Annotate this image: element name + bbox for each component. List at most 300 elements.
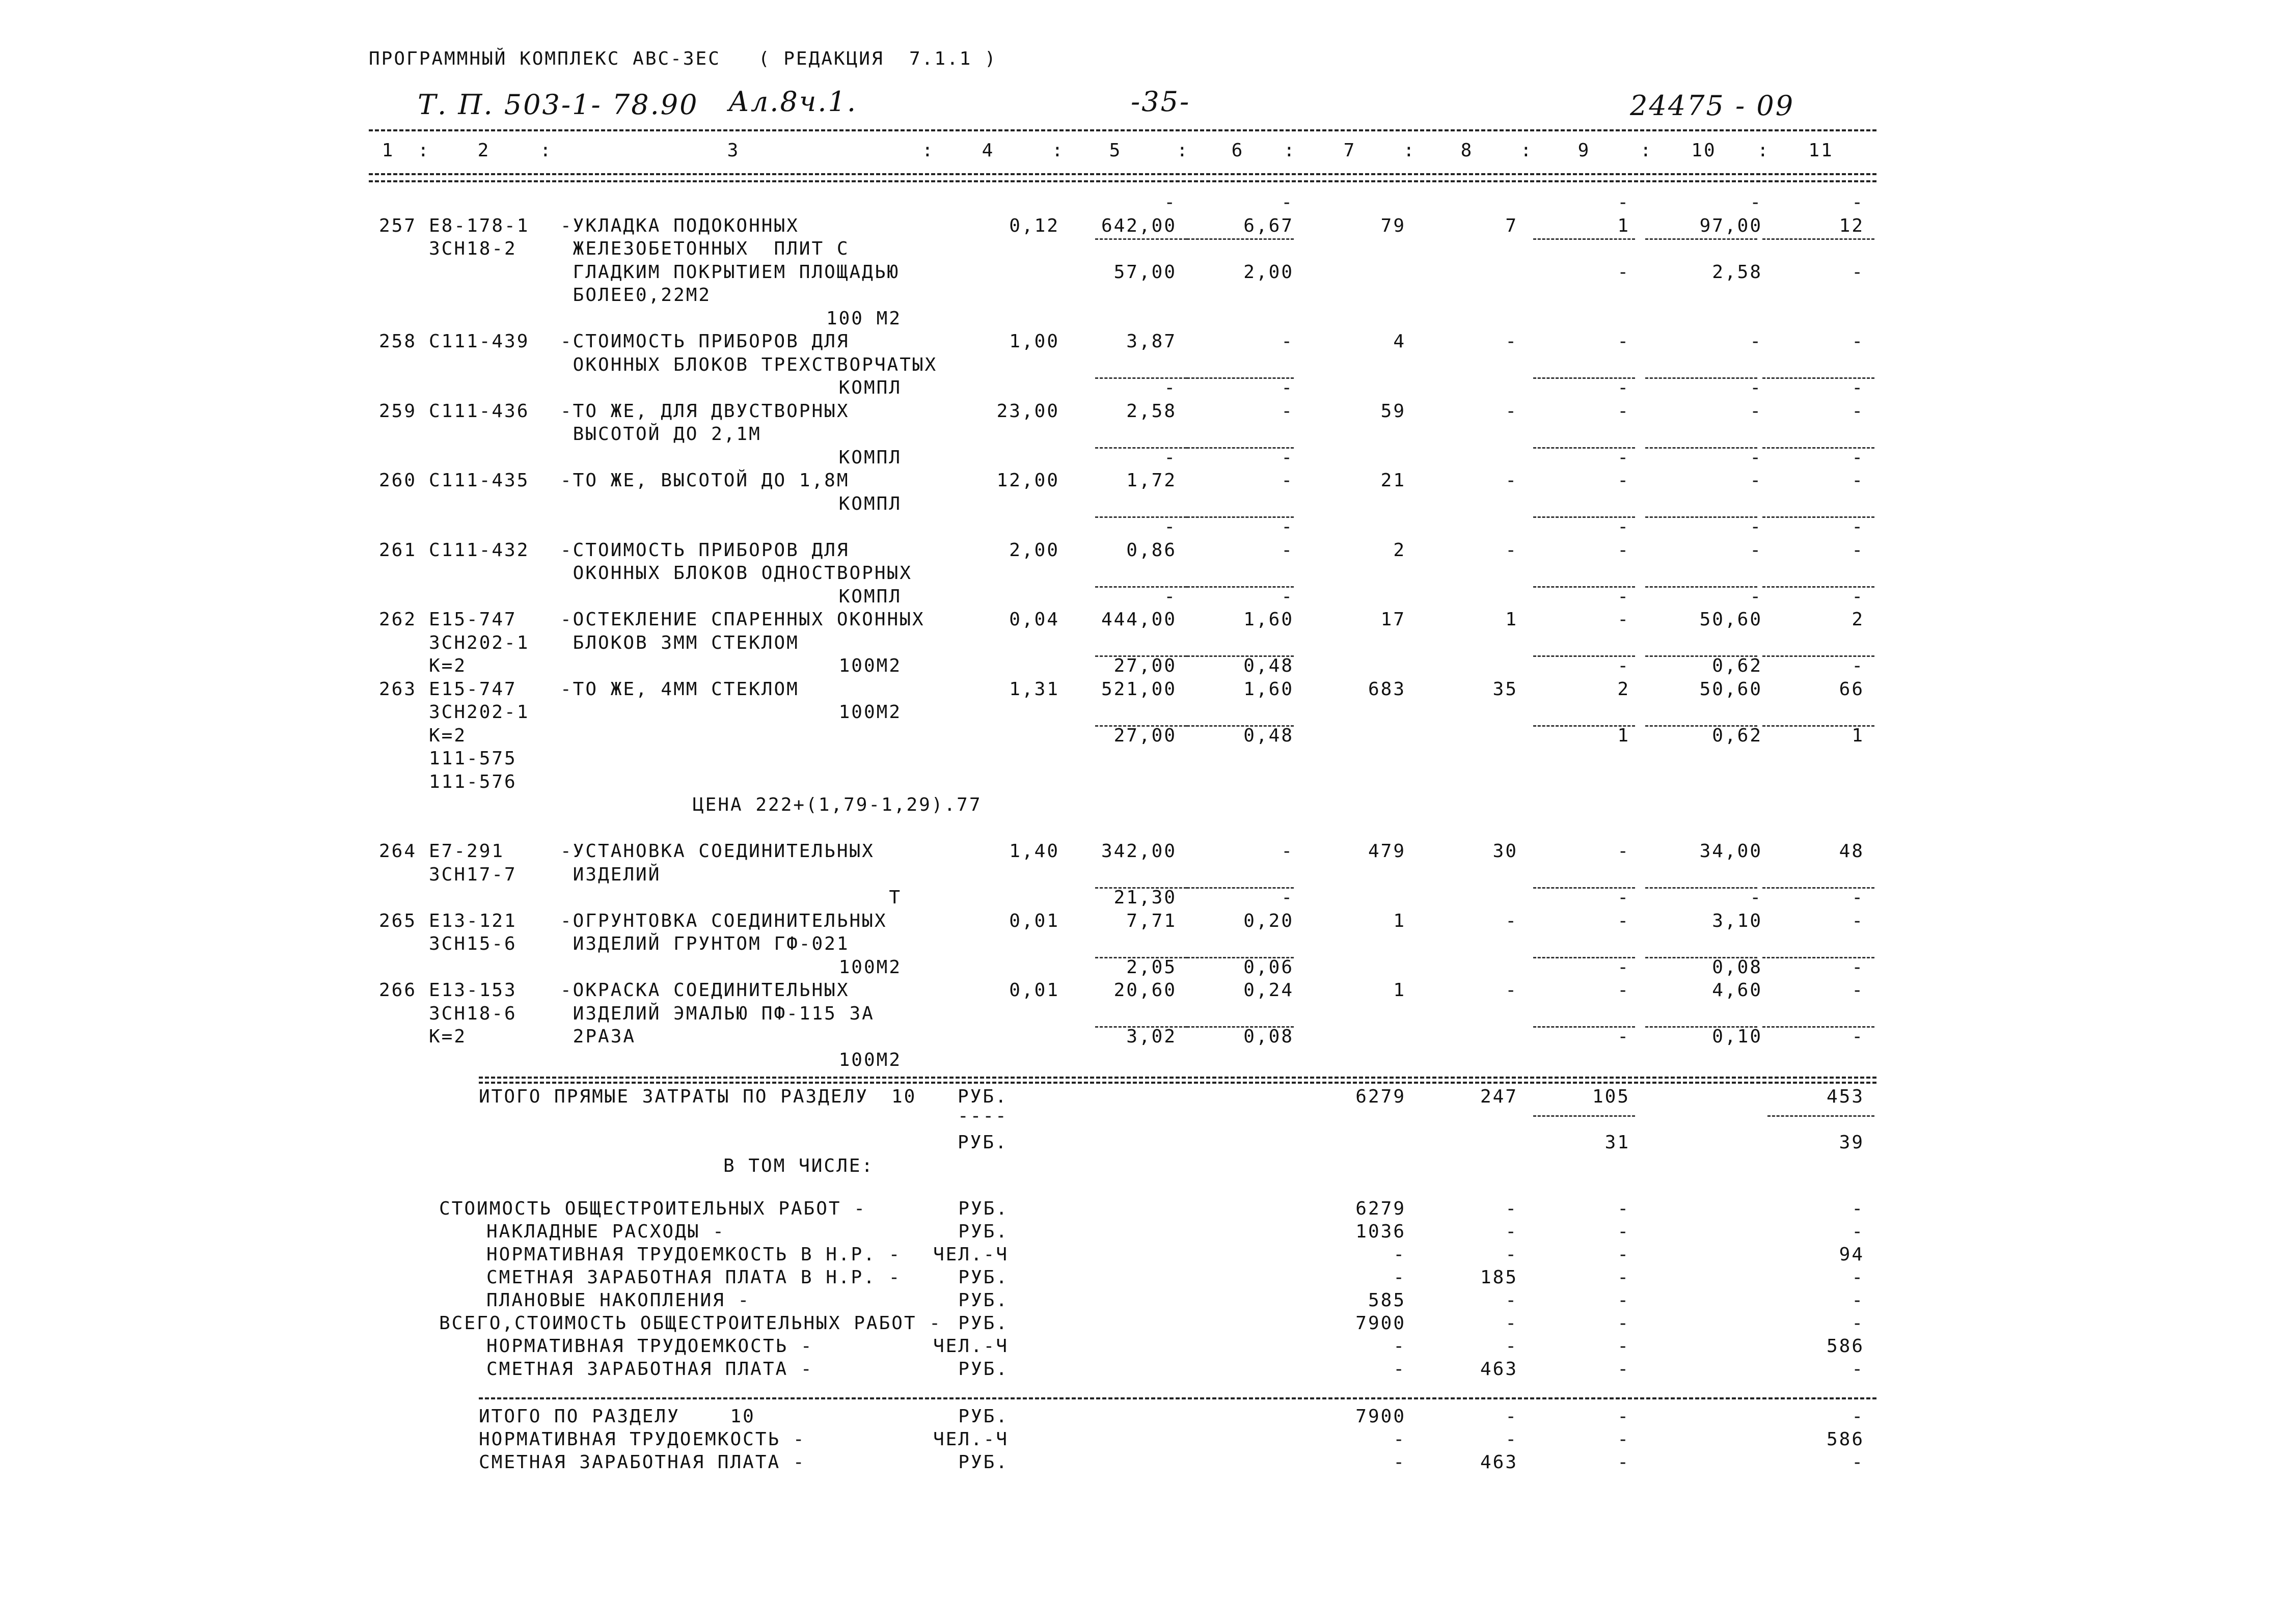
cell-c11: -	[1852, 377, 1864, 398]
cell-c7: 683	[1368, 678, 1406, 700]
cell-c3: -УКЛАДКА ПОДОКОННЫХ	[560, 215, 799, 236]
cell-c9: -	[1617, 956, 1630, 978]
final-c8: -	[1505, 1429, 1518, 1450]
column-header-1: 1	[382, 140, 395, 161]
cell-c5: 642,00	[1101, 215, 1177, 236]
cell-c1: 264	[379, 841, 417, 862]
cell-c9: -	[1617, 400, 1630, 422]
summary-c11: -	[1852, 1359, 1864, 1380]
dash-separator	[1095, 887, 1187, 889]
cell-c3u: Т	[889, 887, 902, 908]
summary-c11: -	[1852, 1198, 1864, 1219]
cell-c3u: 100М2	[838, 702, 902, 723]
summary-c9: -	[1617, 1290, 1630, 1311]
cell-c1: 261	[379, 539, 417, 561]
dash-separator	[1187, 1026, 1294, 1028]
cell-c2: С111-432	[429, 539, 530, 561]
cell-c5: 57,00	[1113, 261, 1177, 283]
summary-label: ПЛАНОВЫЕ НАКОПЛЕНИЯ -	[486, 1290, 751, 1311]
cell-c4: 2,00	[1009, 539, 1059, 561]
cell-c3: -ТО ЖЕ, ДЛЯ ДВУСТВОРНЫХ	[560, 400, 850, 422]
cell-c2: ЗСН18-6	[429, 1003, 517, 1024]
cell-c11: -	[1852, 447, 1864, 468]
cell-c9: -	[1617, 470, 1630, 491]
cell-c5: -	[1164, 516, 1177, 537]
column-header-3: 3	[727, 140, 740, 161]
cell-c2: К=2	[429, 1026, 467, 1047]
cell-c3: ВЫСОТОЙ ДО 2,1М	[560, 424, 761, 445]
dash-separator	[1533, 725, 1635, 727]
final-c11: -	[1852, 1452, 1864, 1473]
cell-c2: Е8-178-1	[429, 215, 530, 236]
cell-c3p: ЦЕНА 222+(1,79-1,29).77	[693, 794, 982, 815]
dash-separator	[1762, 1026, 1874, 1028]
dash-separator	[1533, 516, 1635, 518]
cell-c11: -	[1852, 980, 1864, 1001]
cell-c5: 2,05	[1126, 956, 1177, 978]
cell-c2: Е13-153	[429, 980, 517, 1001]
summary-c11: 94	[1839, 1244, 1864, 1265]
cell-c11: -	[1852, 1026, 1864, 1047]
cell-c6: 1,60	[1243, 678, 1294, 700]
dash-separator	[1645, 377, 1757, 379]
dash-separator	[1095, 957, 1187, 958]
dash-separator	[1533, 887, 1635, 889]
cell-c9: -	[1617, 586, 1630, 607]
cell-c2: К=2	[429, 725, 467, 746]
dash-separator	[1187, 655, 1294, 657]
cell-c9: -	[1617, 980, 1630, 1001]
cell-c3u: КОМПЛ	[838, 377, 902, 398]
cell-c9: -	[1617, 516, 1630, 537]
column-header-4: 4	[982, 140, 995, 161]
cell-c3: ЖЕЛЕЗОБЕТОННЫХ ПЛИТ С	[560, 238, 850, 259]
dash-separator	[1762, 887, 1874, 889]
cell-c4: 0,01	[1009, 910, 1059, 931]
dash-separator	[1533, 586, 1635, 588]
summary-c11: 586	[1826, 1336, 1864, 1357]
dash-separator	[1187, 238, 1294, 240]
dash-separator	[1645, 655, 1757, 657]
summary-c8: -	[1505, 1198, 1518, 1219]
cell-c9: -	[1617, 192, 1630, 213]
cell-c9: -	[1617, 887, 1630, 908]
final-c11: -	[1852, 1406, 1864, 1427]
final-rule	[479, 1397, 1876, 1399]
cell-c3u: 100М2	[838, 956, 902, 978]
cell-c1: 263	[379, 678, 417, 700]
final-label: НОРМАТИВНАЯ ТРУДОЕМКОСТЬ -	[479, 1429, 806, 1450]
final-unit: РУБ.	[958, 1406, 1009, 1427]
cell-c10: 0,10	[1712, 1026, 1762, 1047]
summary-c7: 7900	[1355, 1313, 1406, 1334]
summary-unit: ЧЕЛ.-Ч	[933, 1336, 1009, 1357]
cell-c11: -	[1852, 910, 1864, 931]
dash-separator	[1762, 655, 1874, 657]
totals-c9: 105	[1592, 1086, 1630, 1107]
cell-c9: -	[1617, 841, 1630, 862]
cell-c9: 1	[1617, 215, 1630, 236]
column-separator: :	[1284, 140, 1296, 161]
final-c11: 586	[1826, 1429, 1864, 1450]
cell-c11: -	[1852, 516, 1864, 537]
final-c7: -	[1393, 1429, 1406, 1450]
column-header-7: 7	[1343, 140, 1356, 161]
cell-c6: -	[1281, 400, 1294, 422]
cell-c5: 3,87	[1126, 331, 1177, 352]
cell-c3: ИЗДЕЛИЙ ГРУНТОМ ГФ-021	[560, 933, 850, 954]
cell-c4: 1,31	[1009, 678, 1059, 700]
summary-label: НОРМАТИВНАЯ ТРУДОЕМКОСТЬ -	[486, 1336, 813, 1357]
cell-c2: С111-436	[429, 400, 530, 422]
cell-c6: -	[1281, 887, 1294, 908]
summary-label: НАКЛАДНЫЕ РАСХОДЫ -	[486, 1221, 725, 1242]
cell-c10: 4,60	[1712, 980, 1762, 1001]
dash-separator	[1533, 377, 1635, 379]
summary-c7: 1036	[1355, 1221, 1406, 1242]
column-separator: :	[1640, 140, 1653, 161]
dash-separator	[1095, 238, 1187, 240]
cell-c8: 30	[1492, 841, 1518, 862]
cell-c2: 111-575	[429, 748, 517, 769]
cell-c5: 21,30	[1113, 887, 1177, 908]
totals-unit-2: РУБ.	[958, 1132, 1008, 1153]
dash-separator	[1645, 1026, 1757, 1028]
cell-c6: -	[1281, 586, 1294, 607]
final-c7: -	[1393, 1452, 1406, 1473]
totals-rule-top-2	[479, 1082, 1876, 1084]
cell-c2: Е15-747	[429, 609, 517, 630]
cell-c11: -	[1852, 261, 1864, 283]
summary-label: ВСЕГО,СТОИМОСТЬ ОБЩЕСТРОИТЕЛЬНЫХ РАБОТ -	[439, 1313, 942, 1334]
summary-c8: -	[1505, 1313, 1518, 1334]
totals-c7: 6279	[1355, 1086, 1406, 1107]
dash-separator	[1762, 377, 1874, 379]
page-number: -35-	[1131, 86, 1191, 118]
cell-c6: -	[1281, 539, 1294, 561]
cell-c3u: 100М2	[838, 1049, 902, 1070]
cell-c9: -	[1617, 331, 1630, 352]
cell-c10: 34,00	[1699, 841, 1762, 862]
cell-c2: ЗСН202-1	[429, 702, 530, 723]
cell-c3: -СТОИМОСТЬ ПРИБОРОВ ДЛЯ	[560, 331, 850, 352]
cell-c7: 79	[1380, 215, 1406, 236]
column-separator: :	[922, 140, 935, 161]
totals-c11b: 39	[1839, 1132, 1864, 1153]
cell-c9: -	[1617, 261, 1630, 283]
cell-c6: 0,06	[1243, 956, 1294, 978]
final-label: СМЕТНАЯ ЗАРАБОТНАЯ ПЛАТА -	[479, 1452, 806, 1473]
dash-separator	[1187, 377, 1294, 379]
cell-c3: ОКОННЫХ БЛОКОВ ОДНОСТВОРНЫХ	[560, 563, 912, 584]
cell-c10: 0,08	[1712, 956, 1762, 978]
final-c9: -	[1617, 1406, 1630, 1427]
dash-separator	[1762, 238, 1874, 240]
cell-c10: 97,00	[1699, 215, 1762, 236]
cell-c8: 35	[1492, 678, 1518, 700]
cell-c8: -	[1505, 910, 1518, 931]
cell-c3: ИЗДЕЛИЙ	[560, 864, 661, 885]
dash-separator	[1095, 725, 1187, 727]
cell-c8: -	[1505, 400, 1518, 422]
cell-c10: 3,10	[1712, 910, 1762, 931]
dash-separator	[1767, 1115, 1874, 1117]
totals-c11: 453	[1826, 1086, 1864, 1107]
cell-c9: 2	[1617, 678, 1630, 700]
cell-c11: -	[1852, 655, 1864, 676]
dash-separator	[1187, 957, 1294, 958]
cell-c3u: КОМПЛ	[838, 493, 902, 514]
cell-c7: 4	[1393, 331, 1406, 352]
header-rule-top	[369, 129, 1876, 131]
cell-c9: -	[1617, 655, 1630, 676]
totals-unit: РУБ.	[958, 1086, 1008, 1107]
cell-c7: 21	[1380, 470, 1406, 491]
summary-label: СМЕТНАЯ ЗАРАБОТНАЯ ПЛАТА -	[486, 1359, 813, 1380]
cell-c1: 266	[379, 980, 417, 1001]
cell-c3: БОЛЕЕ0,22М2	[560, 285, 712, 306]
cell-c7: 17	[1380, 609, 1406, 630]
cell-c3: 2РАЗА	[560, 1026, 636, 1047]
final-label: ИТОГО ПО РАЗДЕЛУ 10	[479, 1406, 755, 1427]
dash-separator	[1533, 1026, 1635, 1028]
summary-c9: -	[1617, 1336, 1630, 1357]
cell-c2: Е13-121	[429, 910, 517, 931]
summary-c11: -	[1852, 1267, 1864, 1288]
cell-c10: 50,60	[1699, 609, 1762, 630]
cell-c3: -ТО ЖЕ, 4ММ СТЕКЛОМ	[560, 678, 799, 700]
final-c7: 7900	[1355, 1406, 1406, 1427]
final-c9: -	[1617, 1429, 1630, 1450]
dash-separator	[1095, 377, 1187, 379]
summary-c11: -	[1852, 1221, 1864, 1242]
cell-c3: -ОКРАСКА СОЕДИНИТЕЛЬНЫХ	[560, 980, 850, 1001]
cell-c5: 3,02	[1126, 1026, 1177, 1047]
summary-c8: -	[1505, 1221, 1518, 1242]
dash-separator	[1533, 238, 1635, 240]
cell-c6: 0,24	[1243, 980, 1294, 1001]
column-separator: :	[1052, 140, 1065, 161]
column-separator: :	[540, 140, 553, 161]
cell-c11: 12	[1839, 215, 1864, 236]
cell-c1: 257	[379, 215, 417, 236]
dash-separator	[1762, 516, 1874, 518]
cell-c6: -	[1281, 192, 1294, 213]
cell-c5: 20,60	[1113, 980, 1177, 1001]
in-that-label: В ТОМ ЧИСЛЕ:	[723, 1155, 875, 1176]
cell-c8: -	[1505, 470, 1518, 491]
cell-c6: 0,08	[1243, 1026, 1294, 1047]
summary-c9: -	[1617, 1198, 1630, 1219]
column-separator: :	[1403, 140, 1416, 161]
doc-number: 24475 - 09	[1630, 90, 1795, 122]
cell-c9: 1	[1617, 725, 1630, 746]
cell-c11: -	[1852, 539, 1864, 561]
cell-c11: -	[1852, 956, 1864, 978]
cell-c3: ОКОННЫХ БЛОКОВ ТРЕХСТВОРЧАТЫХ	[560, 354, 938, 375]
cell-c5: 444,00	[1101, 609, 1177, 630]
cell-c4: 12,00	[996, 470, 1059, 491]
cell-c3: -ОГРУНТОВКА СОЕДИНИТЕЛЬНЫХ	[560, 910, 887, 931]
cell-c2: 111-576	[429, 771, 517, 792]
summary-unit: РУБ.	[958, 1198, 1009, 1219]
cell-c10: -	[1750, 470, 1762, 491]
cell-c10: -	[1750, 331, 1762, 352]
cell-c6: 6,67	[1243, 215, 1294, 236]
summary-c8: -	[1505, 1336, 1518, 1357]
column-header-8: 8	[1460, 140, 1474, 161]
summary-c11: -	[1852, 1313, 1864, 1334]
summary-c8: 463	[1480, 1359, 1518, 1380]
cell-c5: 27,00	[1113, 725, 1177, 746]
cell-c3u: 100М2	[838, 655, 902, 676]
cell-c5: -	[1164, 586, 1177, 607]
cell-c3u: 100 М2	[826, 308, 902, 329]
cell-c10: -	[1750, 539, 1762, 561]
summary-unit: РУБ.	[958, 1359, 1009, 1380]
column-header-5: 5	[1109, 140, 1122, 161]
cell-c5: -	[1164, 377, 1177, 398]
cell-c6: -	[1281, 447, 1294, 468]
summary-unit: ЧЕЛ.-Ч	[933, 1244, 1009, 1265]
cell-c1: 260	[379, 470, 417, 491]
cell-c3: ИЗДЕЛИЙ ЭМАЛЬЮ ПФ-115 ЗА	[560, 1003, 875, 1024]
cell-c10: 0,62	[1712, 655, 1762, 676]
album-ref: Ал.8ч.1.	[728, 86, 858, 118]
cell-c9: -	[1617, 539, 1630, 561]
cell-c10: -	[1750, 377, 1762, 398]
cell-c11: 2	[1852, 609, 1864, 630]
totals-label: ИТОГО ПРЯМЫЕ ЗАТРАТЫ ПО РАЗДЕЛУ	[479, 1086, 868, 1107]
cell-c2: С111-439	[429, 331, 530, 352]
cell-c4: 1,00	[1009, 331, 1059, 352]
summary-c9: -	[1617, 1267, 1630, 1288]
summary-unit: РУБ.	[958, 1290, 1009, 1311]
cell-c6: -	[1281, 377, 1294, 398]
final-c8: 463	[1480, 1452, 1518, 1473]
summary-label: СМЕТНАЯ ЗАРАБОТНАЯ ПЛАТА В Н.Р. -	[486, 1267, 902, 1288]
dash-separator	[1533, 655, 1635, 657]
cell-c7: 1	[1393, 980, 1406, 1001]
cell-c10: -	[1750, 586, 1762, 607]
final-c9: -	[1617, 1452, 1630, 1473]
totals-c8: 247	[1480, 1086, 1518, 1107]
summary-c8: 185	[1480, 1267, 1518, 1288]
cell-c5: -	[1164, 447, 1177, 468]
cell-c6: -	[1281, 841, 1294, 862]
summary-c9: -	[1617, 1313, 1630, 1334]
dash-separator	[1645, 238, 1757, 240]
dash-separator	[1645, 586, 1757, 588]
summary-label: НОРМАТИВНАЯ ТРУДОЕМКОСТЬ В Н.Р. -	[486, 1244, 902, 1265]
column-separator: :	[1757, 140, 1770, 161]
dash-separator	[1095, 516, 1187, 518]
cell-c4: 0,12	[1009, 215, 1059, 236]
cell-c2: ЗСН17-7	[429, 864, 517, 885]
summary-unit: РУБ.	[958, 1267, 1009, 1288]
cell-c5: 2,58	[1126, 400, 1177, 422]
cell-c8: -	[1505, 331, 1518, 352]
cell-c1: 259	[379, 400, 417, 422]
cell-c7: 59	[1380, 400, 1406, 422]
cell-c4: 0,04	[1009, 609, 1059, 630]
cell-c5: 342,00	[1101, 841, 1177, 862]
column-header-6: 6	[1231, 140, 1244, 161]
dash-separator	[1762, 725, 1874, 727]
summary-c7: -	[1393, 1267, 1406, 1288]
cell-c8: -	[1505, 539, 1518, 561]
cell-c11: 1	[1852, 725, 1864, 746]
cell-c6: -	[1281, 516, 1294, 537]
summary-c9: -	[1617, 1244, 1630, 1265]
dash-separator	[1533, 957, 1635, 958]
header-rule-bottom	[369, 180, 1876, 182]
cell-c9: -	[1617, 447, 1630, 468]
cell-c6: 1,60	[1243, 609, 1294, 630]
dash-separator	[1645, 887, 1757, 889]
column-header-11: 11	[1808, 140, 1834, 161]
summary-c9: -	[1617, 1359, 1630, 1380]
cell-c8: 1	[1505, 609, 1518, 630]
cell-c4: 1,40	[1009, 841, 1059, 862]
cell-c10: -	[1750, 192, 1762, 213]
cell-c9: -	[1617, 377, 1630, 398]
cell-c11: -	[1852, 887, 1864, 908]
cell-c2: С111-435	[429, 470, 530, 491]
column-separator: :	[1520, 140, 1533, 161]
cell-c3: -СТОИМОСТЬ ПРИБОРОВ ДЛЯ	[560, 539, 850, 561]
doc-code: Т. П. 503-1- 78.90	[418, 89, 699, 121]
cell-c5: 0,86	[1126, 539, 1177, 561]
cell-c2: ЗСН15-6	[429, 933, 517, 954]
cell-c11: -	[1852, 470, 1864, 491]
column-header-9: 9	[1577, 140, 1591, 161]
cell-c6: 0,48	[1243, 725, 1294, 746]
cell-c1: 258	[379, 331, 417, 352]
cell-c10: -	[1750, 887, 1762, 908]
cell-c3u: КОМПЛ	[838, 447, 902, 468]
cell-c1: 262	[379, 609, 417, 630]
summary-unit: РУБ.	[958, 1221, 1009, 1242]
dash-separator	[1645, 725, 1757, 727]
dash-separator	[1187, 516, 1294, 518]
cell-c1: 265	[379, 910, 417, 931]
summary-c9: -	[1617, 1221, 1630, 1242]
summary-c7: 6279	[1355, 1198, 1406, 1219]
cell-c8: -	[1505, 980, 1518, 1001]
column-separator: :	[418, 140, 430, 161]
dash-separator	[1645, 957, 1757, 958]
cell-c10: 2,58	[1712, 261, 1762, 283]
cell-c11: -	[1852, 331, 1864, 352]
summary-c8: -	[1505, 1290, 1518, 1311]
cell-c3: БЛОКОВ ЗММ СТЕКЛОМ	[560, 632, 799, 653]
cell-c8: 7	[1505, 215, 1518, 236]
cell-c3: -ТО ЖЕ, ВЫСОТОЙ ДО 1,8М	[560, 470, 850, 491]
cell-c9: -	[1617, 609, 1630, 630]
dash-separator	[1645, 516, 1757, 518]
cell-c6: -	[1281, 470, 1294, 491]
dash-separator	[1762, 957, 1874, 958]
cell-c4: 0,01	[1009, 980, 1059, 1001]
column-separator: :	[1177, 140, 1189, 161]
final-unit: РУБ.	[958, 1452, 1009, 1473]
summary-c11: -	[1852, 1290, 1864, 1311]
dash-separator	[1533, 1115, 1635, 1117]
cell-c11: -	[1852, 400, 1864, 422]
dash-separator	[1187, 887, 1294, 889]
cell-c6: 2,00	[1243, 261, 1294, 283]
